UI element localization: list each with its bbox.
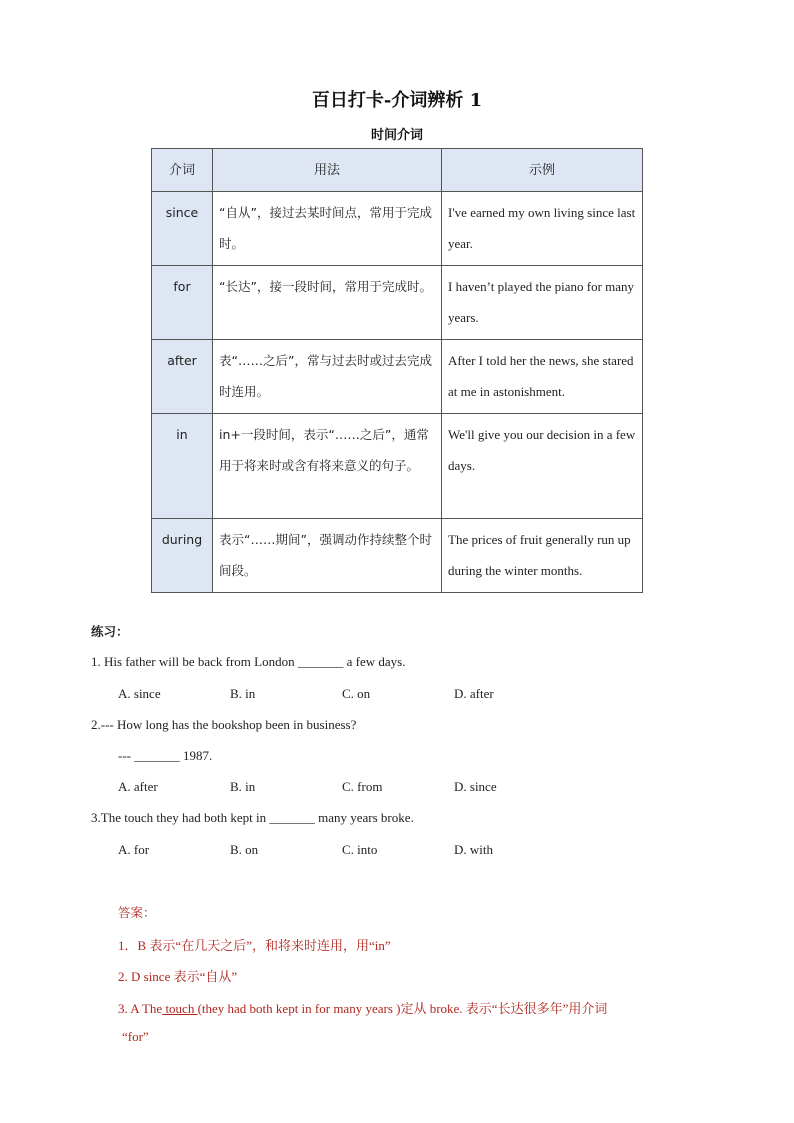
question-2-option-d: D. since [454, 779, 497, 794]
row-term: since [152, 192, 213, 266]
answer-3 [118, 998, 607, 1017]
row-term: in [152, 414, 213, 519]
row-usage: in+一段时间，表示“……之后”，通常用于将来时或含有将来意义的句子。 [213, 414, 442, 519]
practice-heading: 练习： [91, 624, 129, 639]
question-3-option-a: A. for [118, 842, 150, 857]
question-3-option-b: B. on [230, 842, 259, 857]
question-3-stem: 3.The touch they had both kept in _______ many years broke. [91, 810, 414, 825]
question-3-option-d: D. with [454, 842, 493, 857]
table-row [152, 266, 643, 340]
row-usage: 表“……之后”，常与过去时或过去完成时连用。 [213, 340, 442, 414]
row-example: After I told her the news, she stared at me in astonishment. [442, 340, 643, 414]
table-row [152, 192, 643, 266]
question-2-option-a: A. after [118, 779, 158, 794]
answers-heading: 答案： [118, 905, 156, 920]
answer-3-part-c: (they had both kept in for many years )定从 broke. 表示“长达很多年”用介词 [197, 1001, 608, 1016]
question-2-option-b: B. in [230, 779, 256, 794]
row-term: during [152, 519, 213, 593]
header-usage: 用法 [213, 149, 442, 192]
question-2-stem: 2.--- How long has the bookshop been in business? [91, 717, 357, 732]
table-row [152, 519, 643, 593]
row-usage: “自从”，接过去某时间点，常用于完成时。 [213, 192, 442, 266]
table-caption: 时间介词 [370, 128, 423, 143]
row-usage: “长达”，接一段时间，常用于完成时。 [213, 266, 442, 340]
question-1-option-b: B. in [230, 686, 256, 701]
row-term: after [152, 340, 213, 414]
question-3-option-c: C. into [342, 842, 378, 857]
answer-3-part-a: 3. A The [118, 1001, 163, 1016]
header-example: 示例 [442, 149, 643, 192]
row-example: We'll give you our decision in a few days. [442, 414, 643, 519]
table-row [152, 340, 643, 414]
row-example: I haven’t played the piano for many years. [442, 266, 643, 340]
answer-1: 1．B 表示“在几天之后”，和将来时连用，用“in” [118, 938, 391, 953]
row-usage: 表示“……期间”，强调动作持续整个时间段。 [213, 519, 442, 593]
answer-3-underlined: touch [162, 1001, 198, 1016]
row-example: I've earned my own living since last year. [442, 192, 643, 266]
question-2-option-c: C. from [342, 779, 383, 794]
table-row [152, 414, 643, 519]
answer-2: 2. D since 表示“自从” [118, 969, 238, 984]
answer-3-continued: “for” [122, 1029, 149, 1044]
question-1-option-c: C. on [342, 686, 371, 701]
header-term: 介词 [152, 149, 213, 192]
table-header-row [152, 149, 643, 192]
row-term: for [152, 266, 213, 340]
question-1-option-d: D. after [454, 686, 494, 701]
question-1-stem: 1. His father will be back from London _______ a few days. [91, 654, 406, 669]
page-title: 百日打卡-介词辨析 1 [311, 90, 483, 111]
row-example: The prices of fruit generally run up during the winter months. [442, 519, 643, 593]
preposition-table [151, 148, 643, 593]
question-1-option-a: A. since [118, 686, 161, 701]
question-2-reply: --- _______ 1987. [118, 748, 213, 763]
